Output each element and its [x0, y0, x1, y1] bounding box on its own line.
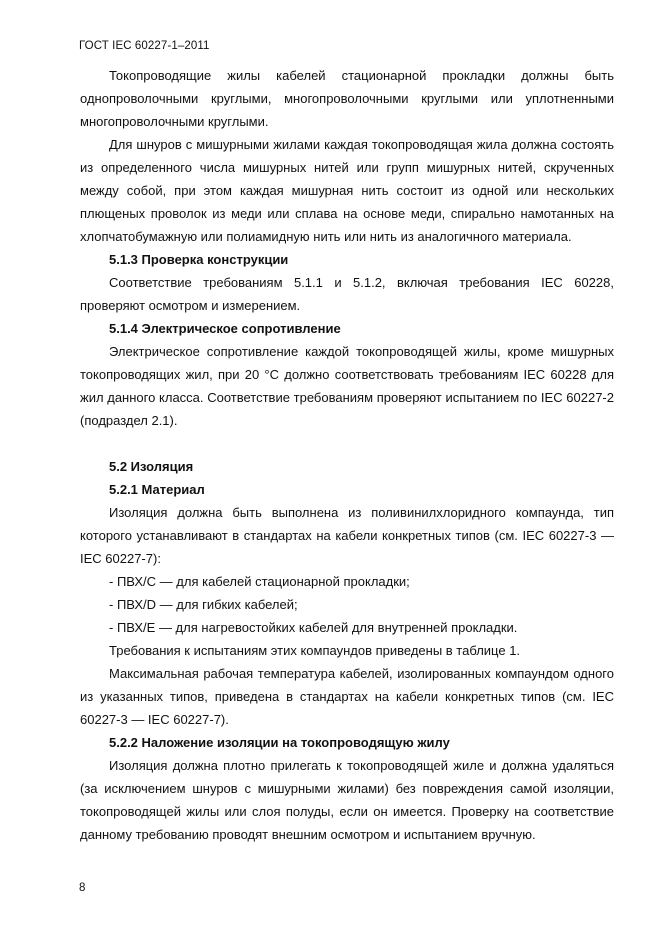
paragraph: Электрическое сопротивление каждой токопроводящей жилы, кроме мишурных токопроводящих жил, при 20 °С должно соответствовать требованиям IEC 60228 для жил данного класса. Соответствие требованиям проверяют испытанием по IEC 60227-2 (подраздел 2.1).: [80, 344, 614, 428]
paragraph: Для шнуров с мишурными жилами каждая токопроводящая жила должна состоять из определенного числа мишурных нитей или групп мишурных нитей, скрученных между собой, при этом каждая мишурная нить состоит из одной или нескольких плющеных проволок из меди или сплава на основе меди, спирально намотанных на хлопчатобумажную или полиамидную нить или нить из аналогичного материала.: [80, 137, 614, 244]
document-body: [80, 64, 614, 846]
document-header: ГОСТ IEC 60227-1–2011: [79, 40, 210, 52]
list-item: - ПВХ/С — для кабелей стационарной прокладки;: [109, 574, 410, 589]
list-item: - ПВХ/Е — для нагревостойких кабелей для внутренней прокладки.: [109, 620, 518, 635]
section-heading: 5.2.1 Материал: [109, 482, 205, 497]
list-item: - ПВХ/D — для гибких кабелей;: [109, 597, 298, 612]
paragraph: Требования к испытаниям этих компаундов приведены в таблице 1.: [109, 643, 521, 658]
paragraph: Соответствие требованиям 5.1.1 и 5.1.2, включая требования IEC 60228, проверяют осмотром и измерением.: [80, 275, 614, 313]
section-heading: 5.1.4 Электрическое сопротивление: [109, 321, 341, 336]
page-number: 8: [79, 882, 86, 894]
paragraph: Изоляция должна плотно прилегать к токопроводящей жиле и должна удаляться (за исключением шнуров с мишурными жилами) без повреждения самой изоляции, токопроводящей жилы или слоя полуды, если он имеется. Проверку на соответствие данному требованию проводят внешним осмотром и испытанием вручную.: [80, 758, 614, 842]
section-heading: 5.2.2 Наложение изоляции на токопроводящую жилу: [109, 735, 450, 750]
spacer: [80, 432, 614, 455]
paragraph: Токопроводящие жилы кабелей стационарной прокладки должны быть однопроволочными круглыми, многопроволочными круглыми или уплотненными многопроволочными круглыми.: [80, 68, 614, 129]
section-heading: 5.2 Изоляция: [109, 459, 194, 474]
paragraph: Максимальная рабочая температура кабелей, изолированных компаундом одного из указанных типов, приведена в стандартах на кабели конкретных типов (см. IEC 60227-3 — IEC 60227-7).: [80, 666, 614, 727]
paragraph: Изоляция должна быть выполнена из поливинилхлоридного компаунда, тип которого устанавливают в стандартах на кабели конкретных типов (см. IEC 60227-3 — IEC 60227-7):: [80, 505, 614, 566]
section-heading: 5.1.3 Проверка конструкции: [109, 252, 289, 267]
